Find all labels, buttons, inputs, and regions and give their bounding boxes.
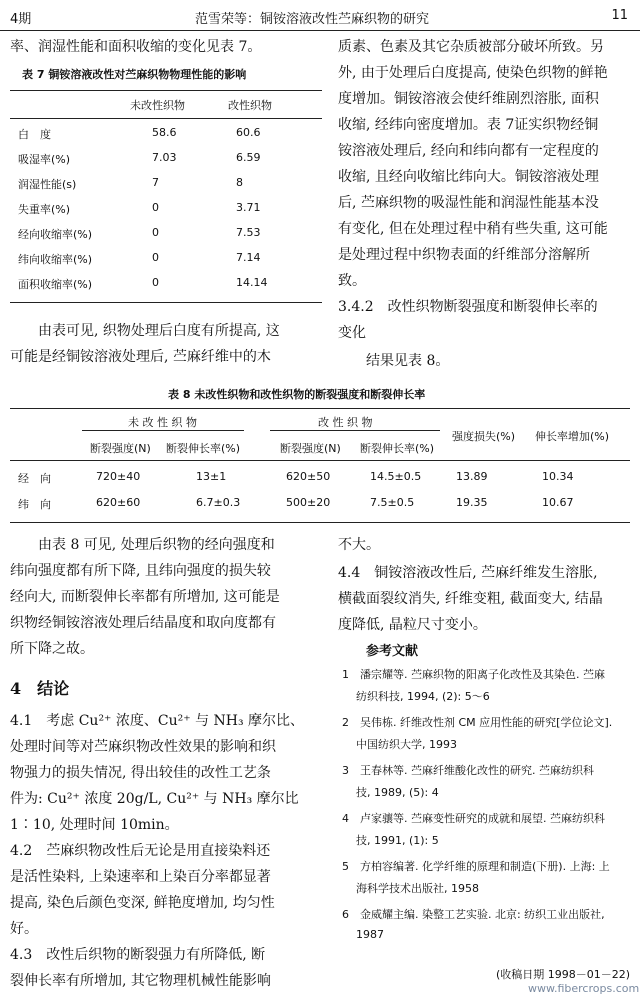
table-8-cell: 10.67: [542, 496, 574, 509]
left-para2-line: 所下降之故。: [10, 641, 94, 657]
table-8-cell: 620±50: [286, 470, 331, 483]
table-8-sub-elongation: 断裂伸长率(%): [360, 442, 435, 455]
table-8-top-rule: [10, 408, 630, 409]
right-para1-line: 收缩, 经纬向密度增加。表 7证实织物经铜: [338, 117, 599, 133]
right-para1-line: 质素、色素及其它杂质被部分破坏所致。另: [338, 39, 604, 55]
table-7-cell-modified: 8: [236, 176, 243, 189]
conclusion-c42-line: 是活性染料, 上染速率和上染百分率都显著: [10, 869, 271, 885]
reference-item: 6 金威耀主编. 染整工艺实验. 北京: 纺织工业出版社,: [342, 908, 605, 921]
left-para2-line: 织物经铜铵溶液处理后结晶度和取向度都有: [10, 615, 276, 631]
issue-number: 4期: [10, 12, 32, 27]
left-para2-line: 纬向强度都有所下降, 且纬向强度的损失较: [10, 563, 271, 579]
table-7-cell-unmodified: 7.03: [152, 151, 177, 164]
table-7-cell-modified: 3.71: [236, 201, 261, 214]
right-para1-line: 铵溶液处理后, 经向和纬向都有一定程度的: [338, 143, 599, 159]
references-title: 参考文献: [366, 644, 419, 659]
table-7-caption: 表 7 铜铵溶液改性对苎麻织物物理性能的影响: [22, 68, 247, 81]
table-8-cell: 500±20: [286, 496, 331, 509]
table-8-cell: 13±1: [196, 470, 227, 483]
right-para1-line: 度增加。铜铵溶液会使纤维剧烈溶胀, 面积: [338, 91, 599, 107]
conclusion-c41-line: 4.1 考虑 Cu²⁺ 浓度、Cu²⁺ 与 NH₃ 摩尔比、: [10, 713, 305, 729]
conclusion-c42-line: 提高, 染色后颜色变深, 鲜艳度增加, 均匀性: [10, 895, 275, 911]
table-7-cell-modified: 60.6: [236, 126, 261, 139]
watermark: www.fibercrops.com: [528, 982, 640, 995]
reference-item-cont: 技, 1989, (5): 4: [356, 786, 439, 799]
table-8-cell: 19.35: [456, 496, 488, 509]
table-7-cell-unmodified: 0: [152, 226, 159, 239]
table-7-row-label: 白 度: [18, 128, 51, 141]
section-3-4-2-heading: 3.4.2 改性织物断裂强度和断裂伸长率的: [338, 299, 598, 315]
table-8-cell: 620±60: [96, 496, 141, 509]
reference-item-cont: 纺织科技, 1994, (2): 5～6: [356, 690, 490, 703]
conclusion-4-3-end: 不大。: [338, 537, 380, 553]
table-7-cell-modified: 14.14: [236, 276, 268, 289]
table-8-cell: 14.5±0.5: [370, 470, 422, 483]
table-7-cell-modified: 6.59: [236, 151, 261, 164]
table-7-header-b: 改性织物: [228, 99, 272, 112]
table-8-cell: 720±40: [96, 470, 141, 483]
left-para1-line: 由表可见, 织物处理后白度有所提高, 这: [38, 323, 280, 339]
table-8-row-label: 经 向: [18, 472, 51, 485]
table-8-row-label: 纬 向: [18, 498, 51, 511]
left-para2-line: 经向大, 而断裂伸长率都有所增加, 这可能是: [10, 589, 280, 605]
section-3-4-2-heading-cont: 变化: [338, 325, 366, 341]
conclusion-c43-line: 裂伸长率有所增加, 其它物理机械性能影响: [10, 973, 271, 989]
page-number: 11: [611, 8, 628, 23]
table-8-group1-rule: [82, 430, 244, 431]
table-8-cell: 7.5±0.5: [370, 496, 415, 509]
table-8-strength-loss: 强度损失(%): [452, 430, 516, 443]
table-8-cell: 13.89: [456, 470, 488, 483]
right-para1-line: 外, 由于处理后白度提高, 使染色织物的鲜艳: [338, 65, 608, 81]
conclusion-c44-line: 4.4 铜铵溶液改性后, 苎麻纤维发生溶胀,: [338, 565, 598, 581]
table-7-row-label: 面积收缩率(%): [18, 278, 93, 291]
table-7-cell-unmodified: 0: [152, 251, 159, 264]
table-8-caption: 表 8 未改性织物和改性织物的断裂强度和断裂伸长率: [168, 388, 426, 401]
right-para1-line: 是处理过程中织物表面的纤维部分溶解所: [338, 247, 590, 263]
table-7-header-rule: [10, 118, 322, 119]
left-col-top: 率、润湿性能和面积收缩的变化见表 7。: [10, 39, 262, 55]
table-7-cell-unmodified: 0: [152, 276, 159, 289]
table-7-top-rule: [10, 90, 322, 91]
reference-item-cont: 技, 1991, (1): 5: [356, 834, 439, 847]
conclusion-c44-line: 度降低, 晶粒尺寸变小。: [338, 617, 487, 633]
table-7-row-label: 纬向收缩率(%): [18, 253, 93, 266]
reference-item: 1 潘宗耀等. 苎麻织物的阳离子化改性及其染色. 苎麻: [342, 668, 605, 681]
table-8-header-rule: [10, 460, 630, 461]
reference-item: 2 吴伟栋. 纤维改性剂 CM 应用性能的研究[学位论文].: [342, 716, 613, 729]
table-8-cell: 6.7±0.3: [196, 496, 241, 509]
table-7-cell-unmodified: 7: [152, 176, 159, 189]
table-8-sub-strength: 断裂强度(N): [280, 442, 341, 455]
table-7-bottom-rule: [10, 302, 322, 303]
table-7-cell-unmodified: 58.6: [152, 126, 177, 139]
left-para1-line: 可能是经铜铵溶液处理后, 苎麻纤维中的木: [10, 349, 271, 365]
received-date: (收稿日期 1998－01－22): [496, 968, 631, 981]
conclusion-c41-line: 1∶10, 处理时间 10min。: [10, 817, 179, 833]
conclusion-c41-line: 处理时间等对苎麻织物改性效果的影响和织: [10, 739, 276, 755]
table-7-row-label: 失重率(%): [18, 203, 71, 216]
table-7-cell-unmodified: 0: [152, 201, 159, 214]
table-7-header-a: 未改性织物: [130, 99, 185, 112]
table-7-cell-modified: 7.14: [236, 251, 261, 264]
table-8-cell: 10.34: [542, 470, 574, 483]
reference-item-cont: 1987: [356, 928, 384, 941]
page-header: [0, 0, 640, 31]
right-para1-line: 后, 苎麻织物的吸湿性能和润湿性能基本没: [338, 195, 599, 211]
table-7-row-label: 吸湿率(%): [18, 153, 71, 166]
right-para1-line: 收缩, 且经向收缩比纬向大。铜铵溶液处理: [338, 169, 599, 185]
left-para2-line: 由表 8 可见, 处理后织物的经向强度和: [38, 537, 275, 553]
conclusion-c41-line: 件为: Cu²⁺ 浓度 20g/L, Cu²⁺ 与 NH₃ 摩尔比: [10, 791, 299, 807]
table-7-cell-modified: 7.53: [236, 226, 261, 239]
conclusion-c42-line: 4.2 苎麻织物改性后无论是用直接染料还: [10, 843, 271, 859]
table-8-group-unmodified: 未 改 性 织 物: [128, 416, 197, 429]
table-8-sub-elongation: 断裂伸长率(%): [166, 442, 241, 455]
conclusion-c44-line: 横截面裂纹消失, 纤维变粗, 截面变大, 结晶: [338, 591, 603, 607]
reference-item-cont: 海科学技术出版社, 1958: [356, 882, 479, 895]
conclusion-c41-line: 物强力的损失情况, 得出较佳的改性工艺条: [10, 765, 271, 781]
table-8-group2-rule: [270, 430, 440, 431]
table-8-bottom-rule: [10, 522, 630, 523]
table-7-row-label: 经向收缩率(%): [18, 228, 93, 241]
conclusion-c43-line: 4.3 改性后织物的断裂强力有所降低, 断: [10, 947, 266, 963]
reference-item-cont: 中国纺织大学, 1993: [356, 738, 457, 751]
running-title: 范雪荣等：铜铵溶液改性苎麻织物的研究: [195, 12, 430, 27]
table-8-sub-strength: 断裂强度(N): [90, 442, 151, 455]
section-4-heading: 4 结论: [10, 679, 70, 698]
conclusion-c42-line: 好。: [10, 921, 38, 937]
reference-item: 3 王春林等. 苎麻纤维酸化改性的研究. 苎麻纺织科: [342, 764, 594, 777]
section-3-4-2-result: 结果见表 8。: [366, 353, 450, 369]
reference-item: 5 方柏容编著. 化学纤维的原理和制造(下册). 上海: 上: [342, 860, 610, 873]
table-7-row-label: 润湿性能(s): [18, 178, 77, 191]
right-para1-line: 有变化, 但在处理过程中稍有些失重, 这可能: [338, 221, 608, 237]
right-para1-line: 致。: [338, 273, 366, 289]
table-8-elongation-increase: 伸长率增加(%): [535, 430, 610, 443]
table-8-group-modified: 改 性 织 物: [318, 416, 373, 429]
reference-item: 4 卢家骧等. 苎麻变性研究的成就和展望. 苎麻纺织科: [342, 812, 605, 825]
